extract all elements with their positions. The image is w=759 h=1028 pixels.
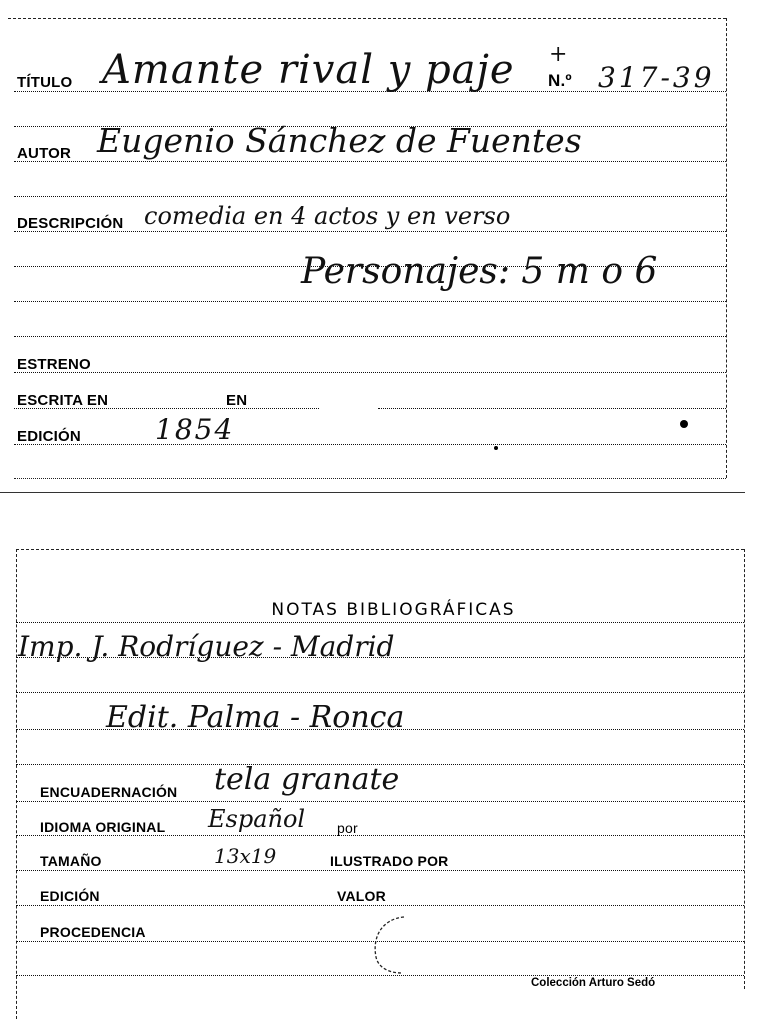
procedencia-label: PROCEDENCIA (40, 924, 146, 940)
estreno-label: ESTRENO (17, 356, 91, 373)
en-label: EN (226, 392, 248, 409)
rule-escrita-right (378, 408, 726, 409)
rule-edicion (14, 444, 726, 445)
idioma-value: Español (208, 805, 306, 833)
rule-personajes (14, 301, 726, 302)
ink-speck (680, 420, 688, 428)
card-right-edge (726, 18, 727, 478)
autor-label: AUTOR (17, 145, 72, 162)
ilustrado-label: ILUSTRADO POR (330, 853, 449, 869)
personajes-value: Personajes: 5 m o 6 (301, 251, 658, 292)
escrita-en-label: ESCRITA EN (17, 392, 109, 409)
numero-mark: + (549, 42, 568, 67)
rule-edicion (16, 905, 744, 906)
titulo-label: TÍTULO (17, 74, 73, 91)
notas-title: NOTAS BIBLIOGRÁFICAS (271, 600, 516, 620)
rule (14, 196, 726, 197)
titulo-value: Amante rival y paje (102, 47, 515, 93)
edicion-label-back: EDICIÓN (40, 888, 100, 904)
valor-label: VALOR (337, 888, 386, 904)
ink-speck (494, 446, 498, 450)
encuadernacion-label: ENCUADERNACIÓN (40, 784, 178, 800)
descripcion-value: comedia en 4 actos y en verso (144, 202, 511, 230)
rule-bottom (14, 478, 726, 479)
edicion-label: EDICIÓN (17, 428, 81, 445)
descripcion-label: DESCRIPCIÓN (17, 215, 124, 232)
notas-line-2: Edit. Palma - Ronca (106, 700, 405, 735)
card-top-edge (16, 549, 744, 550)
catalog-card-back (0, 545, 759, 1028)
rule-estreno (14, 372, 726, 373)
edicion-value: 1854 (155, 413, 235, 446)
rule-encuadernacion (16, 801, 744, 802)
rule-autor (14, 161, 726, 162)
por-label: por (337, 820, 358, 836)
rule-idioma (16, 835, 744, 836)
idioma-label: IDIOMA ORIGINAL (40, 819, 166, 835)
catalog-card-front (0, 0, 759, 495)
numero-value: 317-39 (598, 61, 715, 94)
tamano-value: 13x19 (214, 844, 277, 868)
numero-label: N.º (548, 71, 572, 90)
card-separator (0, 492, 745, 493)
rule-tamano (16, 870, 744, 871)
encuadernacion-value: tela granate (214, 762, 400, 797)
autor-value: Eugenio Sánchez de Fuentes (97, 121, 582, 160)
rule (16, 692, 744, 693)
notas-line-1: Imp. J. Rodríguez - Madrid (18, 630, 395, 663)
rule (16, 622, 744, 623)
tamano-label: TAMAÑO (40, 853, 102, 869)
collection-footer: Colección Arturo Sedó (531, 977, 656, 989)
stamp-mark (368, 913, 408, 977)
card-top-edge (8, 18, 726, 19)
rule (14, 336, 726, 337)
